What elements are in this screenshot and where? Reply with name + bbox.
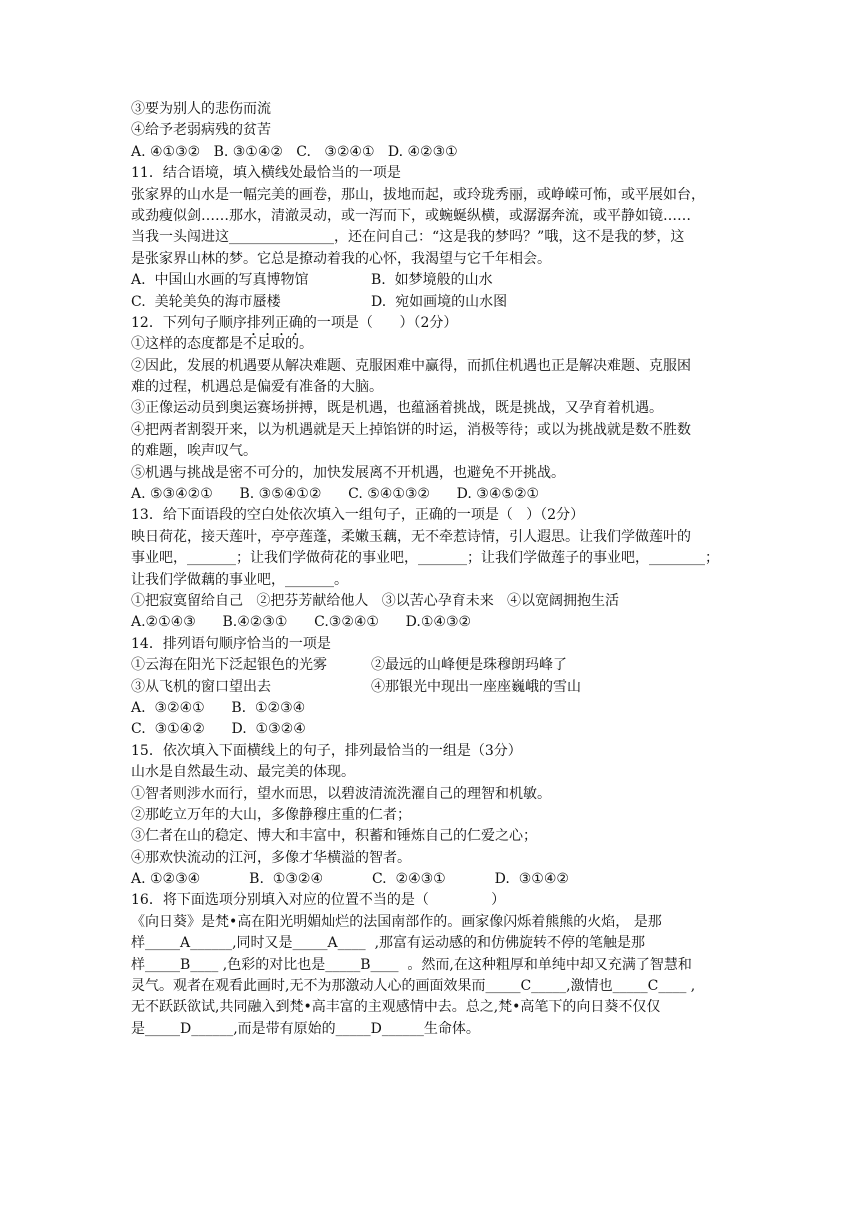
text-line: 《向日葵》是梵•高在阳光明媚灿烂的法国南部作的。画家像闪烁着熊熊的火焰， 是那 (131, 913, 662, 930)
question-11-title: 11．结合语境，填入横线处最恰当的一项是 (131, 165, 401, 182)
question-15-title: 15．依次填入下面横线上的句子，排列最恰当的一组是（3分） (131, 742, 522, 759)
text-line: ④那欢快流动的江河，多像才华横溢的智者。 (131, 849, 411, 866)
answer-options: A. ①②③④ B. ①③②④ C. ②④③① D. ③①④② (131, 871, 569, 888)
text-line: 是张家界山林的梦。它总是撩动着我的心怀，我渴望与它千年相会。 (131, 250, 551, 267)
text-line: ②因此，发展的机遇要从解决难题、克服困难中赢得，而抓住机遇也正是解决难题、克服困 (131, 357, 691, 374)
text-line: 事业吧，_______；让我们学做荷花的事业吧，_______；让我们学做莲子的事业吧，________； (131, 550, 719, 567)
text-line: ③仁者在山的稳定、博大和丰富中，积蓄和锤炼自己的仁爱之心； (131, 828, 537, 845)
question-14-title: 14．排列语句顺序恰当的一项是 (131, 635, 331, 652)
answer-options: A. 中国山水画的写真博物馆 B. 如梦境般的山水 (131, 272, 493, 289)
answer-options: C. 美轮美奂的海市蜃楼 D. 宛如画境的山水图 (131, 293, 508, 310)
answer-options: A. ④①③② B. ③①④② C. ③②④① D. ④②③① (131, 143, 458, 160)
text-line: ⑤机遇与挑战是密不可分的，加快发展离不开机遇，也避免不开挑战。 (131, 464, 565, 481)
question-12-title: 12．下列句子顺序排列正确的一项是（ ）（2分） (131, 314, 458, 331)
text-line: 的难题，唉声叹气。 (131, 443, 257, 460)
text-line: 无不跃跃欲试,共同融入到梵•高丰富的主观感情中去。总之,梵•高笔下的向日葵不仅仅 (131, 999, 661, 1016)
text-line: ①把寂寞留给自己 ②把芬芳献给他人 ③以苦心孕育未来 ④以宽阔拥抱生活 (131, 592, 620, 609)
answer-options: A. ③②④① B. ①②③④ (131, 699, 306, 716)
answer-options: C. ③①④② D. ①③②④ (131, 721, 306, 738)
text-line: 山水是自然最生动、最完美的体现。 (131, 764, 355, 781)
text-line: ③要为别人的悲伤而流 (131, 101, 271, 117)
text-line: 让我们学做藕的事业吧，_______。 (131, 571, 348, 588)
text-line: ①这样的态度都是不足取的。 (131, 336, 313, 353)
text-line: ④给予老弱病残的贫苦 (131, 122, 271, 139)
text-line: ③从飞机的窗口望出去 ④那银光中现出一座座巍峨的雪山 (131, 678, 581, 695)
text-line: 样_____B____ ,色彩的对比也是_____B____ 。然而,在这种粗厚和单纯中却又充满了智慧和 (131, 956, 692, 973)
text-line: ①智者则涉水而行，望水而思，以碧波清流洗濯自己的理智和机敏。 (131, 785, 551, 802)
emphasis-text: 排列正确 (246, 314, 303, 331)
question-16-title: 16．将下面选项分别填入对应的位置不当的是（ ） (131, 892, 506, 909)
text-line: 张家界的山水是一幅完美的画卷，那山，拔地而起，或玲珑秀丽，或峥嵘可怖，或平展如台， (131, 186, 705, 203)
text-line: 当我一头闯进这_______________，还在问自己：“这是我的梦吗？”哦，这不是我的梦，这 (131, 229, 685, 246)
text-line: 是_____D______,而是带有原始的_____D______生命体。 (131, 1020, 480, 1037)
text-line: 或劲瘦似剑……那水，清澈灵动，或一泻而下，或蜿蜒纵横，或潺潺奔流，或平静如镜…… (131, 207, 691, 224)
document-page (131, 99, 731, 1040)
text-line: ①云海在阳光下泛起银色的光雾 ②最远的山峰便是珠穆朗玛峰了 (131, 657, 567, 674)
text-line: ③正像运动员到奥运赛场拼搏，既是机遇，也蕴涵着挑战，既是挑战，又孕育着机遇。 (131, 400, 663, 417)
answer-options: A.②①④③ B.④②③① C.③②④① D.①④③② (131, 614, 472, 631)
text-line: ②那屹立万年的大山，多像静穆庄重的仁者； (131, 806, 411, 823)
text-line: ④把两者割裂开来，以为机遇就是天上掉馅饼的时运，消极等待；或以为挑战就是数不胜数 (131, 421, 691, 438)
text-line: 映日荷花，接天莲叶，亭亭莲蓬，柔嫩玉藕，无不牵惹诗情，引人遐思。让我们学做莲叶的 (131, 528, 691, 545)
text-line: 灵气。观者在观看此画时,无不为那激动人心的画面效果而_____C_____,激情也_____C____ , (131, 978, 696, 995)
text-line: 样_____A______,同时又是_____A____ ,那富有运动感的和仿佛旋转不停的笔触是那 (131, 935, 646, 952)
text-line: 难的过程，机遇总是偏爱有准备的大脑。 (131, 379, 383, 396)
question-13-title: 13．给下面语段的空白处依次填入一组句子，正确的一项是（ ）（2分） (131, 507, 585, 524)
answer-options: A. ⑤③④②① B. ③⑤④①② C. ⑤④①③② D. ③④⑤②① (131, 486, 540, 503)
